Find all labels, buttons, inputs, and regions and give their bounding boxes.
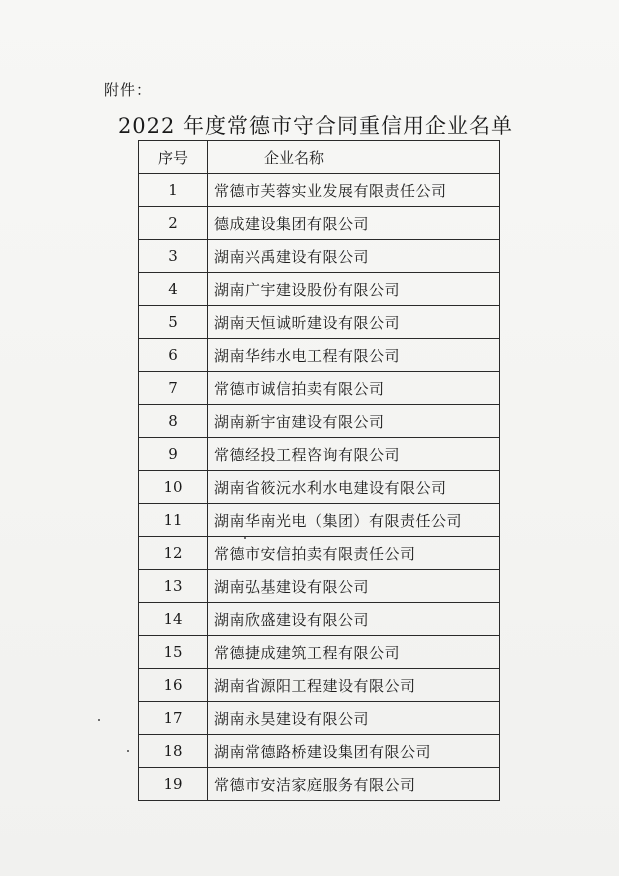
table-row [139, 702, 500, 735]
row-enterprise-name: 湖南天恒诚昕建设有限公司 [208, 306, 500, 339]
row-enterprise-name: 湖南永昊建设有限公司 [208, 702, 500, 735]
row-serial-number: 3 [139, 240, 208, 273]
row-enterprise-name: 湖南华纬水电工程有限公司 [208, 339, 500, 372]
row-enterprise-name: 常德市芙蓉实业发展有限责任公司 [208, 174, 500, 207]
row-enterprise-name: 湖南兴禹建设有限公司 [208, 240, 500, 273]
table-row [139, 240, 500, 273]
table-row [139, 405, 500, 438]
attachment-label: 附件： [104, 81, 153, 99]
table-row [139, 207, 500, 240]
row-serial-number: 9 [139, 438, 208, 471]
table-row [139, 570, 500, 603]
enterprise-list-table [138, 140, 500, 801]
table-row [139, 768, 500, 801]
table-row [139, 438, 500, 471]
row-enterprise-name: 德成建设集团有限公司 [208, 207, 500, 240]
row-serial-number: 14 [139, 603, 208, 636]
row-serial-number: 5 [139, 306, 208, 339]
table-row [139, 735, 500, 768]
table-row [139, 306, 500, 339]
row-enterprise-name: 常德市安洁家庭服务有限公司 [208, 768, 500, 801]
row-serial-number: 11 [139, 504, 208, 537]
table-row [139, 669, 500, 702]
header-enterprise-name: 企业名称 [208, 141, 500, 174]
table-row [139, 339, 500, 372]
row-enterprise-name: 湖南广宇建设股份有限公司 [208, 273, 500, 306]
row-enterprise-name: 湖南弘基建设有限公司 [208, 570, 500, 603]
header-serial-number: 序号 [139, 141, 208, 174]
row-enterprise-name: 湖南华南光电（集团）有限责任公司 [208, 504, 500, 537]
row-enterprise-name: 常德市安信拍卖有限责任公司 [208, 537, 500, 570]
document-title: 2022 年度常德市守合同重信用企业名单 [117, 114, 514, 138]
row-serial-number: 19 [139, 768, 208, 801]
table-row [139, 372, 500, 405]
table-header-row [139, 141, 500, 174]
row-enterprise-name: 湖南欣盛建设有限公司 [208, 603, 500, 636]
table-row [139, 603, 500, 636]
scan-speck [127, 750, 129, 752]
table-row [139, 174, 500, 207]
row-serial-number: 6 [139, 339, 208, 372]
row-enterprise-name: 常德经投工程咨询有限公司 [208, 438, 500, 471]
scan-speck [98, 719, 100, 721]
row-serial-number: 15 [139, 636, 208, 669]
row-enterprise-name: 常德市诚信拍卖有限公司 [208, 372, 500, 405]
row-enterprise-name: 湖南省源阳工程建设有限公司 [208, 669, 500, 702]
table-body [139, 174, 500, 801]
table-row [139, 537, 500, 570]
row-serial-number: 17 [139, 702, 208, 735]
row-serial-number: 12 [139, 537, 208, 570]
row-serial-number: 2 [139, 207, 208, 240]
row-serial-number: 7 [139, 372, 208, 405]
table-row [139, 471, 500, 504]
row-enterprise-name: 湖南新宇宙建设有限公司 [208, 405, 500, 438]
table-row [139, 504, 500, 537]
row-enterprise-name: 常德捷成建筑工程有限公司 [208, 636, 500, 669]
row-serial-number: 1 [139, 174, 208, 207]
row-serial-number: 16 [139, 669, 208, 702]
table-row [139, 636, 500, 669]
row-serial-number: 18 [139, 735, 208, 768]
row-serial-number: 4 [139, 273, 208, 306]
row-enterprise-name: 湖南常德路桥建设集团有限公司 [208, 735, 500, 768]
row-serial-number: 13 [139, 570, 208, 603]
table-row [139, 273, 500, 306]
row-serial-number: 8 [139, 405, 208, 438]
row-serial-number: 10 [139, 471, 208, 504]
scan-speck [244, 537, 246, 539]
row-enterprise-name: 湖南省筱沅水利水电建设有限公司 [208, 471, 500, 504]
